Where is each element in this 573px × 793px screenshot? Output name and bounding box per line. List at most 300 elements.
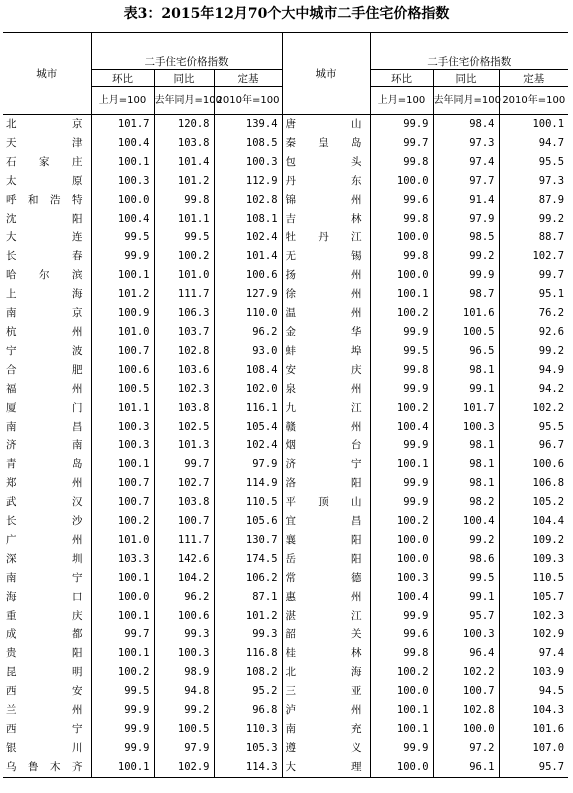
table-title: 表3：2015年12月70个大中城市二手住宅价格指数 bbox=[123, 6, 450, 22]
right-yoy-cell: 99.1 bbox=[433, 380, 499, 399]
left-yoy-cell: 101.0 bbox=[154, 266, 214, 285]
table-row bbox=[3, 247, 568, 266]
left-mom-cell: 100.6 bbox=[91, 361, 154, 380]
left-city-cell: 南宁 bbox=[3, 569, 91, 588]
right-yoy-cell: 98.7 bbox=[433, 285, 499, 304]
table-row bbox=[3, 342, 568, 361]
table-row bbox=[3, 285, 568, 304]
right-fixed-cell: 95.1 bbox=[538, 288, 565, 301]
base-yoy-right: 去年同月=100 bbox=[433, 87, 499, 115]
right-yoy-cell: 100.0 bbox=[433, 720, 499, 739]
left-city-cell: 石家庄 bbox=[3, 153, 91, 172]
right-fixed-cell: 103.9 bbox=[532, 666, 565, 679]
right-yoy-cell: 100.4 bbox=[433, 512, 499, 531]
right-city-cell: 桂林 bbox=[282, 644, 370, 663]
right-fixed-cell: 102.3 bbox=[532, 609, 565, 622]
right-yoy-cell: 98.1 bbox=[433, 474, 499, 493]
right-mom-cell: 99.6 bbox=[370, 191, 433, 210]
right-city-cell: 扬州 bbox=[282, 266, 370, 285]
right-city-cell: 唐山 bbox=[282, 115, 370, 134]
left-yoy-cell: 99.8 bbox=[154, 191, 214, 210]
left-yoy-cell: 94.8 bbox=[154, 682, 214, 701]
right-city-cell: 湛江 bbox=[282, 607, 370, 626]
left-yoy-cell: 99.5 bbox=[154, 228, 214, 247]
right-yoy-cell: 99.9 bbox=[433, 266, 499, 285]
right-yoy-cell: 97.7 bbox=[433, 172, 499, 191]
left-mom-cell: 101.2 bbox=[91, 285, 154, 304]
left-mom-cell: 100.1 bbox=[91, 455, 154, 474]
left-yoy-cell: 100.3 bbox=[154, 644, 214, 663]
right-city-cell: 泸州 bbox=[282, 701, 370, 720]
left-mom-cell: 100.4 bbox=[91, 210, 154, 229]
city-header-left: 城市 bbox=[3, 33, 91, 115]
right-city-cell: 惠州 bbox=[282, 588, 370, 607]
right-city-cell: 宜昌 bbox=[282, 512, 370, 531]
left-yoy-cell: 142.6 bbox=[154, 550, 214, 569]
left-fixed-cell: 100.6 bbox=[214, 266, 282, 285]
left-mom-cell: 101.1 bbox=[91, 399, 154, 418]
left-yoy-cell: 100.2 bbox=[154, 247, 214, 266]
left-mom-cell: 100.1 bbox=[91, 569, 154, 588]
right-mom-cell: 99.9 bbox=[370, 115, 433, 134]
right-mom-cell: 99.8 bbox=[370, 644, 433, 663]
left-yoy-cell: 101.4 bbox=[154, 153, 214, 172]
left-city-cell: 南京 bbox=[3, 304, 91, 323]
left-yoy-cell: 102.7 bbox=[154, 474, 214, 493]
left-yoy-cell: 100.7 bbox=[154, 512, 214, 531]
right-mom-cell: 99.8 bbox=[370, 247, 433, 266]
left-fixed-cell: 114.3 bbox=[214, 758, 282, 777]
right-fixed-cell: 95.5 bbox=[538, 420, 565, 433]
table-row bbox=[3, 512, 568, 531]
left-mom-cell: 100.0 bbox=[91, 191, 154, 210]
left-fixed-cell: 112.9 bbox=[214, 172, 282, 191]
right-fixed-cell: 94.5 bbox=[538, 685, 565, 698]
right-mom-cell: 100.0 bbox=[370, 172, 433, 191]
col-mom-left: 环比 bbox=[91, 70, 154, 87]
left-mom-cell: 99.7 bbox=[91, 625, 154, 644]
left-fixed-cell: 96.8 bbox=[214, 701, 282, 720]
right-fixed-cell: 107.0 bbox=[532, 741, 565, 754]
right-yoy-cell: 98.1 bbox=[433, 361, 499, 380]
right-city-cell: 济宁 bbox=[282, 455, 370, 474]
right-yoy-cell: 91.4 bbox=[433, 191, 499, 210]
left-city-cell: 广州 bbox=[3, 531, 91, 550]
right-mom-cell: 100.0 bbox=[370, 531, 433, 550]
right-yoy-cell: 98.2 bbox=[433, 493, 499, 512]
right-city-cell: 三亚 bbox=[282, 682, 370, 701]
right-fixed-cell: 110.5 bbox=[532, 571, 565, 584]
left-mom-cell: 99.9 bbox=[91, 701, 154, 720]
table-row bbox=[3, 569, 568, 588]
left-fixed-cell: 102.8 bbox=[214, 191, 282, 210]
left-city-cell: 武汉 bbox=[3, 493, 91, 512]
left-city-cell: 昆明 bbox=[3, 663, 91, 682]
table-row bbox=[3, 663, 568, 682]
left-fixed-cell: 101.2 bbox=[214, 607, 282, 626]
right-yoy-cell: 98.6 bbox=[433, 550, 499, 569]
left-fixed-cell: 87.1 bbox=[214, 588, 282, 607]
right-mom-cell: 99.9 bbox=[370, 493, 433, 512]
left-fixed-cell: 105.4 bbox=[214, 418, 282, 437]
left-city-cell: 大连 bbox=[3, 228, 91, 247]
left-mom-cell: 100.1 bbox=[91, 644, 154, 663]
table-row bbox=[3, 455, 568, 474]
right-yoy-cell: 98.1 bbox=[433, 436, 499, 455]
right-yoy-cell: 96.4 bbox=[433, 644, 499, 663]
left-fixed-cell: 139.4 bbox=[214, 115, 282, 134]
left-fixed-cell: 105.6 bbox=[214, 512, 282, 531]
left-mom-cell: 101.7 bbox=[91, 115, 154, 134]
left-city-cell: 天津 bbox=[3, 134, 91, 153]
left-city-cell: 济南 bbox=[3, 436, 91, 455]
left-city-cell: 乌鲁木齐 bbox=[3, 758, 91, 777]
right-city-cell: 丹东 bbox=[282, 172, 370, 191]
right-city-cell: 岳阳 bbox=[282, 550, 370, 569]
left-yoy-cell: 100.6 bbox=[154, 607, 214, 626]
table-row bbox=[3, 644, 568, 663]
right-fixed-cell: 104.3 bbox=[532, 704, 565, 717]
table-row bbox=[3, 701, 568, 720]
right-mom-cell: 100.0 bbox=[370, 682, 433, 701]
left-yoy-cell: 99.2 bbox=[154, 701, 214, 720]
right-mom-cell: 99.6 bbox=[370, 625, 433, 644]
left-mom-cell: 100.5 bbox=[91, 380, 154, 399]
left-yoy-cell: 103.6 bbox=[154, 361, 214, 380]
right-fixed-cell: 97.4 bbox=[538, 647, 565, 660]
left-yoy-cell: 103.7 bbox=[154, 323, 214, 342]
right-city-cell: 洛阳 bbox=[282, 474, 370, 493]
left-city-cell: 呼和浩特 bbox=[3, 191, 91, 210]
right-city-cell: 烟台 bbox=[282, 436, 370, 455]
left-city-cell: 沈阳 bbox=[3, 210, 91, 229]
right-yoy-cell: 97.9 bbox=[433, 210, 499, 229]
left-yoy-cell: 102.3 bbox=[154, 380, 214, 399]
right-mom-cell: 99.9 bbox=[370, 607, 433, 626]
table-row bbox=[3, 153, 568, 172]
right-yoy-cell: 101.6 bbox=[433, 304, 499, 323]
table-row bbox=[3, 134, 568, 153]
table-row bbox=[3, 436, 568, 455]
left-mom-cell: 100.1 bbox=[91, 758, 154, 777]
table-row bbox=[3, 380, 568, 399]
right-mom-cell: 99.9 bbox=[370, 436, 433, 455]
left-city-cell: 兰州 bbox=[3, 701, 91, 720]
left-fixed-cell: 100.3 bbox=[214, 153, 282, 172]
right-mom-cell: 100.2 bbox=[370, 399, 433, 418]
right-city-cell: 锦州 bbox=[282, 191, 370, 210]
table-row bbox=[3, 399, 568, 418]
right-mom-cell: 99.8 bbox=[370, 153, 433, 172]
left-mom-cell: 100.7 bbox=[91, 474, 154, 493]
left-mom-cell: 99.9 bbox=[91, 247, 154, 266]
right-fixed-cell: 99.7 bbox=[538, 269, 565, 282]
table-row bbox=[3, 115, 568, 134]
right-mom-cell: 99.7 bbox=[370, 134, 433, 153]
left-mom-cell: 101.0 bbox=[91, 323, 154, 342]
right-fixed-cell: 96.7 bbox=[538, 439, 565, 452]
table-row bbox=[3, 493, 568, 512]
left-yoy-cell: 101.1 bbox=[154, 210, 214, 229]
left-fixed-cell: 110.0 bbox=[214, 304, 282, 323]
left-yoy-cell: 111.7 bbox=[154, 531, 214, 550]
table-row bbox=[3, 550, 568, 569]
right-mom-cell: 100.0 bbox=[370, 228, 433, 247]
left-city-cell: 贵阳 bbox=[3, 644, 91, 663]
left-city-cell: 西宁 bbox=[3, 720, 91, 739]
right-fixed-cell: 95.7 bbox=[499, 758, 568, 777]
right-city-cell: 大理 bbox=[282, 758, 370, 777]
left-mom-cell: 100.9 bbox=[91, 304, 154, 323]
right-yoy-cell: 100.7 bbox=[433, 682, 499, 701]
city-header-right: 城市 bbox=[282, 33, 370, 115]
left-mom-cell: 100.0 bbox=[91, 588, 154, 607]
left-fixed-cell: 106.2 bbox=[214, 569, 282, 588]
left-city-cell: 哈尔滨 bbox=[3, 266, 91, 285]
table-row bbox=[3, 418, 568, 437]
right-city-cell: 遵义 bbox=[282, 739, 370, 758]
left-fixed-cell: 108.1 bbox=[214, 210, 282, 229]
left-city-cell: 青岛 bbox=[3, 455, 91, 474]
right-mom-cell: 100.3 bbox=[370, 569, 433, 588]
right-city-cell: 秦皇岛 bbox=[282, 134, 370, 153]
left-yoy-cell: 102.8 bbox=[154, 342, 214, 361]
left-yoy-cell: 98.9 bbox=[154, 663, 214, 682]
table-row bbox=[3, 607, 568, 626]
left-yoy-cell: 103.8 bbox=[154, 134, 214, 153]
right-mom-cell: 99.5 bbox=[370, 342, 433, 361]
right-yoy-cell: 102.8 bbox=[433, 701, 499, 720]
right-fixed-cell: 94.2 bbox=[538, 382, 565, 395]
right-city-cell: 九江 bbox=[282, 399, 370, 418]
left-fixed-cell: 114.9 bbox=[214, 474, 282, 493]
left-fixed-cell: 108.4 bbox=[214, 361, 282, 380]
left-mom-cell: 100.1 bbox=[91, 266, 154, 285]
table-row bbox=[3, 361, 568, 380]
left-yoy-cell: 106.3 bbox=[154, 304, 214, 323]
left-fixed-cell: 116.8 bbox=[214, 644, 282, 663]
right-city-cell: 赣州 bbox=[282, 418, 370, 437]
left-yoy-cell: 103.8 bbox=[154, 399, 214, 418]
right-yoy-cell: 99.5 bbox=[433, 569, 499, 588]
right-mom-cell: 100.0 bbox=[370, 550, 433, 569]
right-fixed-cell: 105.7 bbox=[532, 590, 565, 603]
left-fixed-cell: 97.9 bbox=[214, 455, 282, 474]
right-yoy-cell: 96.5 bbox=[433, 342, 499, 361]
left-yoy-cell: 111.7 bbox=[154, 285, 214, 304]
right-fixed-cell: 92.6 bbox=[538, 325, 565, 338]
right-mom-cell: 100.2 bbox=[370, 512, 433, 531]
left-city-cell: 杭州 bbox=[3, 323, 91, 342]
right-mom-cell: 99.8 bbox=[370, 210, 433, 229]
right-city-cell: 牡丹江 bbox=[282, 228, 370, 247]
left-city-cell: 太原 bbox=[3, 172, 91, 191]
table-row bbox=[3, 210, 568, 229]
right-city-cell: 平顶山 bbox=[282, 493, 370, 512]
base-mom-left: 上月=100 bbox=[91, 87, 154, 115]
right-fixed-cell: 94.9 bbox=[538, 363, 565, 376]
table-row bbox=[3, 172, 568, 191]
col-mom-right: 环比 bbox=[370, 70, 433, 87]
table-row bbox=[3, 720, 568, 739]
right-city-cell: 常德 bbox=[282, 569, 370, 588]
right-yoy-cell: 100.3 bbox=[433, 625, 499, 644]
left-fixed-cell: 95.2 bbox=[214, 682, 282, 701]
right-city-cell: 温州 bbox=[282, 304, 370, 323]
right-yoy-cell: 97.2 bbox=[433, 739, 499, 758]
right-mom-cell: 100.0 bbox=[370, 266, 433, 285]
right-yoy-cell: 98.1 bbox=[433, 455, 499, 474]
left-city-cell: 南昌 bbox=[3, 418, 91, 437]
right-fixed-cell: 105.2 bbox=[532, 496, 565, 509]
right-mom-cell: 100.4 bbox=[370, 588, 433, 607]
right-fixed-cell: 102.2 bbox=[532, 401, 565, 414]
right-fixed-cell: 99.2 bbox=[538, 344, 565, 357]
right-mom-cell: 100.1 bbox=[370, 285, 433, 304]
right-mom-cell: 100.1 bbox=[370, 701, 433, 720]
right-city-cell: 北海 bbox=[282, 663, 370, 682]
right-yoy-cell: 96.1 bbox=[433, 758, 499, 777]
left-city-cell: 福州 bbox=[3, 380, 91, 399]
right-fixed-cell: 109.3 bbox=[532, 552, 565, 565]
left-fixed-cell: 96.2 bbox=[214, 323, 282, 342]
left-fixed-cell: 99.3 bbox=[214, 625, 282, 644]
right-city-cell: 蚌埠 bbox=[282, 342, 370, 361]
table-row bbox=[3, 266, 568, 285]
left-mom-cell: 99.5 bbox=[91, 682, 154, 701]
table-row bbox=[3, 739, 568, 758]
left-fixed-cell: 110.5 bbox=[214, 493, 282, 512]
right-fixed-cell: 109.2 bbox=[532, 533, 565, 546]
left-mom-cell: 99.9 bbox=[91, 739, 154, 758]
right-yoy-cell: 101.7 bbox=[433, 399, 499, 418]
left-fixed-cell: 101.4 bbox=[214, 247, 282, 266]
left-mom-cell: 100.7 bbox=[91, 493, 154, 512]
left-fixed-cell: 105.3 bbox=[214, 739, 282, 758]
right-fixed-cell: 106.8 bbox=[532, 477, 565, 490]
left-mom-cell: 100.1 bbox=[91, 607, 154, 626]
left-fixed-cell: 102.4 bbox=[214, 228, 282, 247]
right-yoy-cell: 99.2 bbox=[433, 247, 499, 266]
right-fixed-cell: 95.5 bbox=[538, 155, 565, 168]
left-yoy-cell: 97.9 bbox=[154, 739, 214, 758]
right-mom-cell: 100.2 bbox=[370, 304, 433, 323]
right-mom-cell: 99.9 bbox=[370, 474, 433, 493]
table-row bbox=[3, 323, 568, 342]
right-yoy-cell: 100.5 bbox=[433, 323, 499, 342]
right-city-cell: 金华 bbox=[282, 323, 370, 342]
right-city-cell: 徐州 bbox=[282, 285, 370, 304]
right-fixed-cell: 88.7 bbox=[538, 231, 565, 244]
base-mom-right: 上月=100 bbox=[370, 87, 433, 115]
price-index-table bbox=[3, 32, 568, 778]
left-city-cell: 厦门 bbox=[3, 399, 91, 418]
right-mom-cell: 99.8 bbox=[370, 361, 433, 380]
left-yoy-cell: 120.8 bbox=[154, 115, 214, 134]
left-mom-cell: 100.2 bbox=[91, 512, 154, 531]
left-mom-cell: 100.3 bbox=[91, 436, 154, 455]
right-yoy-cell: 102.2 bbox=[433, 663, 499, 682]
index-group-header-left: 二手住宅价格指数 bbox=[91, 33, 282, 70]
left-fixed-cell: 93.0 bbox=[214, 342, 282, 361]
right-fixed-cell: 104.4 bbox=[532, 515, 565, 528]
left-fixed-cell: 108.5 bbox=[214, 134, 282, 153]
right-mom-cell: 100.4 bbox=[370, 418, 433, 437]
left-city-cell: 成都 bbox=[3, 625, 91, 644]
base-yoy-left: 去年同月=100 bbox=[154, 87, 214, 115]
right-city-cell: 包头 bbox=[282, 153, 370, 172]
right-city-cell: 无锡 bbox=[282, 247, 370, 266]
right-mom-cell: 99.9 bbox=[370, 380, 433, 399]
right-fixed-cell: 76.2 bbox=[538, 307, 565, 320]
col-yoy-left: 同比 bbox=[154, 70, 214, 87]
left-fixed-cell: 102.4 bbox=[214, 436, 282, 455]
table-row bbox=[3, 228, 568, 247]
right-city-cell: 吉林 bbox=[282, 210, 370, 229]
table-row bbox=[3, 625, 568, 644]
left-fixed-cell: 174.5 bbox=[214, 550, 282, 569]
left-city-cell: 海口 bbox=[3, 588, 91, 607]
left-mom-cell: 100.1 bbox=[91, 153, 154, 172]
right-fixed-cell: 94.7 bbox=[538, 136, 565, 149]
left-city-cell: 合肥 bbox=[3, 361, 91, 380]
right-fixed-cell: 100.1 bbox=[532, 118, 565, 130]
right-mom-cell: 100.1 bbox=[370, 455, 433, 474]
left-mom-cell: 100.3 bbox=[91, 172, 154, 191]
table-row bbox=[3, 588, 568, 607]
right-city-cell: 襄阳 bbox=[282, 531, 370, 550]
right-city-cell: 泉州 bbox=[282, 380, 370, 399]
right-yoy-cell: 99.2 bbox=[433, 531, 499, 550]
right-mom-cell: 99.9 bbox=[370, 323, 433, 342]
left-yoy-cell: 100.5 bbox=[154, 720, 214, 739]
left-city-cell: 银川 bbox=[3, 739, 91, 758]
left-mom-cell: 101.0 bbox=[91, 531, 154, 550]
base-fixed-left: 2010年=100 bbox=[214, 87, 282, 115]
left-city-cell: 上海 bbox=[3, 285, 91, 304]
table-row bbox=[3, 758, 568, 777]
right-fixed-cell: 100.6 bbox=[532, 458, 565, 471]
left-fixed-cell: 110.3 bbox=[214, 720, 282, 739]
left-city-cell: 宁波 bbox=[3, 342, 91, 361]
left-mom-cell: 100.4 bbox=[91, 134, 154, 153]
right-yoy-cell: 100.3 bbox=[433, 418, 499, 437]
table-row bbox=[3, 304, 568, 323]
col-fixed-left: 定基 bbox=[214, 70, 282, 87]
left-city-cell: 深圳 bbox=[3, 550, 91, 569]
left-yoy-cell: 103.8 bbox=[154, 493, 214, 512]
left-yoy-cell: 102.9 bbox=[154, 758, 214, 777]
right-fixed-cell: 102.7 bbox=[532, 250, 565, 263]
right-city-cell: 安庆 bbox=[282, 361, 370, 380]
left-yoy-cell: 102.5 bbox=[154, 418, 214, 437]
right-fixed-cell: 87.9 bbox=[538, 193, 565, 206]
left-yoy-cell: 104.2 bbox=[154, 569, 214, 588]
right-yoy-cell: 98.4 bbox=[433, 115, 499, 134]
left-mom-cell: 99.5 bbox=[91, 228, 154, 247]
right-city-cell: 南充 bbox=[282, 720, 370, 739]
col-fixed-right: 定基 bbox=[499, 70, 568, 87]
right-yoy-cell: 97.3 bbox=[433, 134, 499, 153]
left-city-cell: 西安 bbox=[3, 682, 91, 701]
left-mom-cell: 100.2 bbox=[91, 663, 154, 682]
right-yoy-cell: 99.1 bbox=[433, 588, 499, 607]
left-yoy-cell: 99.3 bbox=[154, 625, 214, 644]
base-fixed-right: 2010年=100 bbox=[499, 87, 568, 115]
right-fixed-cell: 101.6 bbox=[532, 723, 565, 735]
left-mom-cell: 99.9 bbox=[91, 720, 154, 739]
right-city-cell: 韶关 bbox=[282, 625, 370, 644]
